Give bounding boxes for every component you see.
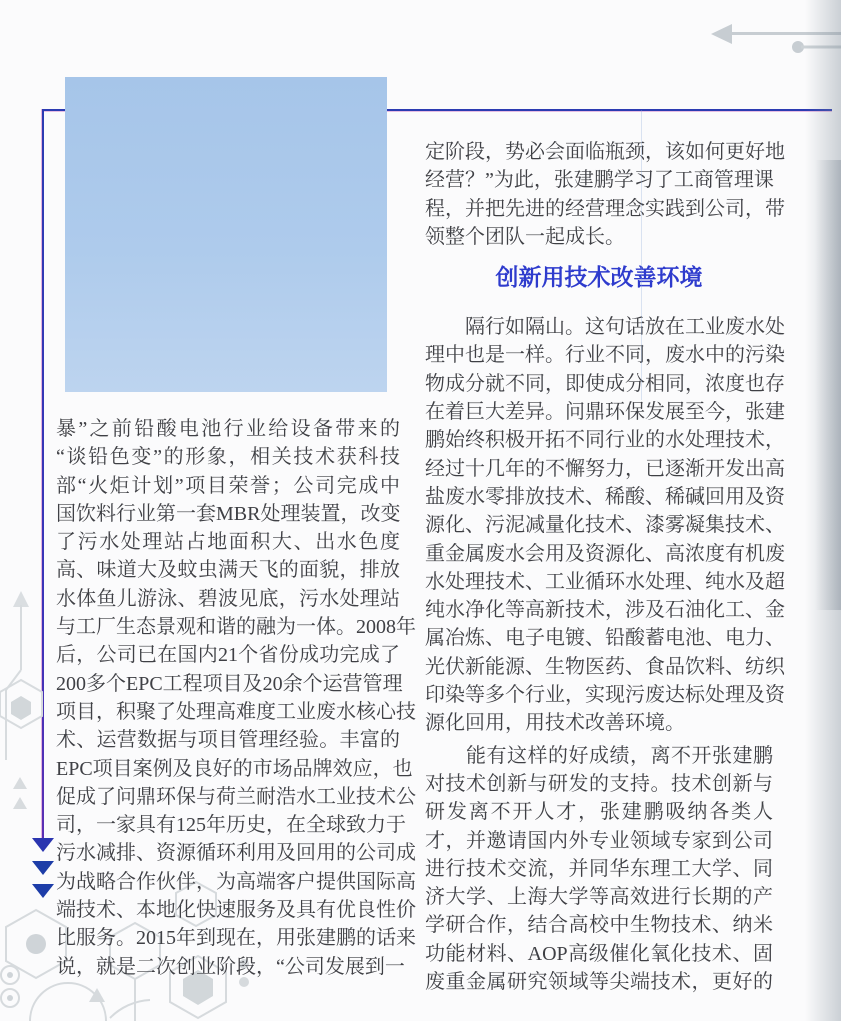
text-line: 源化、污泥减量化技术、漆雾凝集技术、 [425, 514, 785, 537]
text-line: 司，一家具有125年历史，在全球致力于 [56, 814, 406, 837]
text-line: 功能材料、AOP高级催化氧化技术、固 [425, 942, 773, 965]
text-line: 重金属废水会用及资源化、高浓度有机废 [425, 542, 785, 565]
scan-crease [641, 110, 642, 400]
closing-paragraph [425, 742, 773, 997]
intro-paragraph [425, 138, 785, 251]
down-arrow-icon [32, 838, 54, 852]
text-line: “谈铅色变”的形象，相关技术获科技 [56, 446, 400, 469]
text-line: 经过十几年的不懈努力，已逐渐开发出高 [425, 457, 785, 480]
text-line: 对技术创新与研发的支持。技术创新与 [425, 772, 773, 795]
text-line: 促成了问鼎环保与荷兰耐浩水工业技术公 [56, 785, 416, 808]
left-column [56, 415, 416, 981]
text-line: 济大学、上海大学等高效进行长期的产 [425, 886, 773, 909]
text-line: 进行技术交流，并同华东理工大学、同 [425, 857, 773, 880]
text-line: 术、运营数据与项目管理经验。丰富的 [56, 729, 400, 752]
text-line: 盐废水零排放技术、稀酸、稀碱回用及资 [425, 485, 785, 508]
text-line: 项目，积聚了处理高难度工业废水核心技 [56, 700, 416, 723]
text-line: 才，并邀请国内外专业领域专家到公司 [425, 829, 773, 852]
down-arrow-icon [32, 884, 54, 898]
text-line: 定阶段，势必会面临瓶颈，该如何更好地 [425, 141, 785, 163]
text-line: 部“火炬计划”项目荣誉；公司完成中 [56, 474, 400, 497]
text-line: 200多个EPC工程项目及20余个运营管理 [56, 672, 403, 695]
text-line: 纯水净化等高新技术，涉及石油化工、金 [425, 599, 785, 622]
text-line: 物成分就不同，即使成分相同，浓度也存 [425, 372, 785, 395]
text-line: EPC项目案例及良好的市场品牌效应，也 [56, 757, 413, 780]
text-line: 源化回用，用技术改善环境。 [425, 712, 685, 735]
text-line: 端技术、本地化快速服务及具有优良性价 [56, 899, 416, 922]
text-line: 隔行如隔山。这句话放在工业废水处 [425, 316, 785, 339]
text-line: 能有这样的好成绩，离不开张建鹏 [425, 744, 773, 767]
text-line: 领整个团队一起成长。 [425, 225, 625, 248]
text-line: 印染等多个行业，实现污废达标处理及资 [425, 684, 785, 707]
down-arrows-icon [32, 838, 54, 907]
text-line: 为战略合作伙伴，为高端客户提供国际高 [56, 870, 416, 893]
text-line: 研发离不开人才，张建鹏吸纳各类人 [425, 801, 773, 824]
page-edge-shadow-mid [815, 160, 841, 610]
text-line: 程，并把先进的经营理念实践到公司，带 [425, 197, 785, 220]
text-line: 光伏新能源、生物医药、食品饮料、纺织 [425, 655, 785, 678]
photo-placeholder [65, 77, 387, 392]
text-line: 国饮料行业第一套MBR处理装置，改变 [56, 502, 401, 525]
text-line: 后，公司已在国内21个省份成功完成了 [56, 644, 400, 667]
text-line: 比服务。2015年到现在，用张建鹏的话来 [56, 927, 416, 950]
text-line: 水处理技术、工业循环水处理、纯水及超 [425, 570, 785, 593]
text-line: 了污水处理站占地面积大、出水色度 [56, 531, 400, 554]
text-line: 水体鱼儿游泳、碧波见底，污水处理站 [56, 587, 400, 610]
text-line: 废重金属研究领域等尖端技术，更好的 [425, 971, 773, 994]
section-heading: 创新用技术改善环境 [495, 264, 703, 291]
text-line: 鹏始终积极开拓不同行业的水处理技术， [425, 429, 785, 452]
text-line: 与工厂生态景观和谐的融为一体。2008年 [56, 616, 416, 639]
text-line: 在着巨大差异。问鼎环保发展至今，张建 [425, 401, 785, 424]
text-line: 经营？”为此，张建鹏学习了工商管理课 [425, 169, 774, 192]
right-column [425, 138, 785, 996]
down-arrow-icon [32, 861, 54, 875]
text-line: 理中也是一样。行业不同，废水中的污染 [425, 344, 785, 367]
text-line: 高、味道大及蚊虫满天飞的面貌，排放 [56, 559, 400, 582]
text-line: 属冶炼、电子电镀、铅酸蓄电池、电力、 [425, 627, 785, 650]
section-paragraph [425, 313, 785, 737]
text-line: 暴”之前铅酸电池行业给设备带来的 [56, 418, 400, 440]
text-line: 说，就是二次创业阶段，“公司发展到一 [56, 955, 405, 978]
text-line: 学研合作，结合高校中生物技术、纳米 [425, 914, 773, 937]
text-line: 污水减排、资源循环利用及回用的公司成 [56, 842, 416, 865]
